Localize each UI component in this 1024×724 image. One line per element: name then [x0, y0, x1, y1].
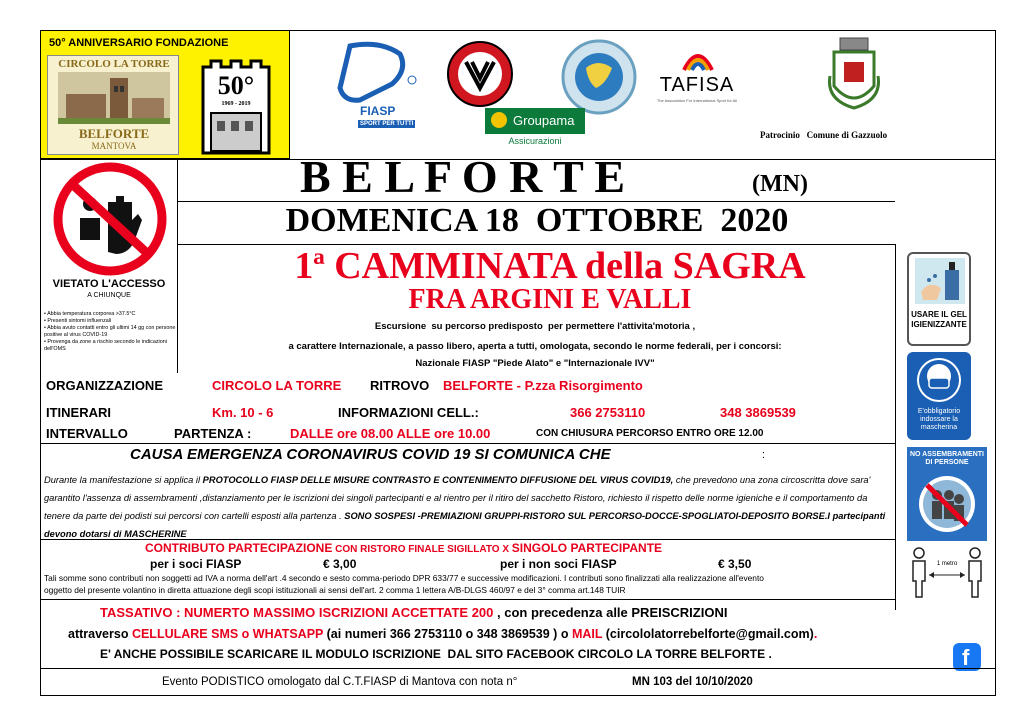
hand-sanitizer-icon: [915, 258, 965, 304]
non-members-label: per i non soci FIASP: [500, 557, 617, 571]
distance-text: 1 metro: [936, 561, 958, 567]
no-access-rules: [44, 311, 176, 353]
fiasp-logo: [330, 40, 425, 130]
covid-text-a: Durante la manifestazione si applica il: [44, 475, 203, 485]
registration-line3: E' ANCHE POSSIBILE SCARICARE IL MODULO ISCRIZIONE DAL SITO FACEBOOK CIRCOLO LA TORRE BELFORTE .: [100, 647, 772, 661]
fifty-text: 50°: [217, 71, 255, 100]
preregistration-text: , con precedenza alle PREISCRIZIONI: [493, 605, 728, 620]
rule-item: • Abbia temperatura corporea >37.5°C: [44, 311, 136, 317]
event-title: 1ª CAMMINATA della SAGRA: [294, 245, 806, 287]
patronage-text: Patrocinio Comune di Gazzuolo: [760, 130, 888, 140]
fee-title-c: SINGOLO PARTECIPANTE: [511, 541, 663, 555]
org-value: CIRCOLO LA TORRE: [212, 378, 342, 393]
meet-value: BELFORTE - P.zza Risorgimento: [443, 378, 643, 393]
fee-title-a: CONTRIBUTO PARTECIPAZIONE: [145, 541, 333, 555]
covid-text-d: SONO SOSPESI -PREMIAZIONI GRUPPI-RISTORO SUL PERCORSO-DOCCE-SPOGLIATOI-DEPOSITO BORSE.I partecipanti devono dotarsi di MASCHERINE: [44, 511, 886, 539]
castle-photo-icon: [58, 72, 170, 124]
fiasp-foot-icon: [330, 40, 425, 110]
club-logo-bottom2: MANTOVA: [91, 141, 137, 151]
tafisa-emblem-icon: [680, 40, 716, 74]
no-access-subtitle: A CHIUNQUE: [87, 292, 131, 299]
club-logo-bottom1: BELFORTE: [78, 126, 150, 141]
tafisa-name: TAFISA: [659, 74, 735, 96]
gazzuolo-coat-of-arms-icon: [826, 36, 882, 112]
club-logo-top: CIRCOLO LA TORRE: [58, 58, 170, 70]
tafisa-sub: The Association For International Sport for All: [656, 98, 738, 103]
fiasp-name: FIASP: [360, 104, 396, 118]
mask-sign: [907, 352, 971, 440]
fee-note-2: oggetto del presente volantino in diretta attuazione degli scopi istituzionali ai sensi dell'art. 2 comma 1 lettera A/B-DLGS 460/97 e del 3° comma art.148 TUIR: [44, 585, 626, 595]
non-members-value: € 3,50: [718, 557, 752, 571]
org-label: ORGANIZZAZIONE: [46, 378, 163, 393]
closing-time: CON CHIUSURA PERCORSO ENTRO ORE 12.00: [536, 428, 764, 439]
registration-line2: attraverso CELLULARE SMS o WHATSAPP (ai numeri 366 2753110 o 348 3869539 ) o MAIL (circololatorrebelforte@gmail.com).: [68, 627, 818, 641]
mask-text: E'obbligatorio indossare la mascherina: [917, 408, 961, 431]
gel-sign: [907, 252, 971, 346]
routes-value: Km. 10 - 6: [212, 405, 274, 420]
description-line3: Nazionale FIASP "Piede Alato" e "Internazionale IVV": [415, 358, 655, 369]
social-distance-icon: [907, 545, 987, 601]
fifty-badge: [191, 59, 281, 155]
members-label: per i soci FIASP: [150, 557, 242, 571]
description-line2: a carattere Internazionale, a passo libero, aperta a tutti, omologata, secondo le norme federali, per i concorsi:: [288, 341, 782, 352]
tafisa-logo: [652, 40, 742, 110]
rule-item: • Abbia avuto contatti entro gli ultimi 14 gg con persone positive al virus COVID-19: [44, 325, 176, 338]
event-subtitle: FRA ARGINI E VALLI: [408, 284, 692, 315]
covid-text-b: PROTOCOLLO FIASP DELLE MISURE CONTRASTO E CONTENIMENTO DIFFUSIONE DEL VIRUS COVID19,: [202, 475, 674, 485]
no-gathering-icon: [917, 473, 977, 535]
start-value: DALLE ore 08.00 ALLE ore 10.00: [290, 426, 491, 441]
phone-2: 348 3869539: [720, 405, 796, 420]
start-label: PARTENZA :: [174, 426, 252, 441]
interval-label: INTERVALLO: [46, 426, 128, 441]
routes-label: ITINERARI: [46, 405, 111, 420]
facebook-icon[interactable]: f: [953, 643, 981, 671]
rule-item: • Provenga da zone a rischio secondo le indicazioni dell'OMS: [44, 339, 167, 352]
groupama-logo: [485, 108, 585, 150]
phone-label: INFORMAZIONI CELL.:: [338, 405, 479, 420]
groupama-sub: Assicurazioni: [508, 136, 562, 146]
anniversary-box: [41, 31, 290, 159]
distance-sign: [907, 545, 987, 601]
stop-hand-icon: [50, 162, 170, 277]
european-federation-logo-icon: [560, 38, 638, 116]
registration-line1: [100, 605, 980, 620]
no-gathering-sign: [907, 447, 987, 541]
fee-note-1: Tali somme sono contributi non soggetti ad IVA a norma dell'art .4 secondo e sesto comma-periodo DPR 633/77 e successive modificazioni. I contributi sono finalizzati alla realizzazione all'evento: [44, 573, 764, 583]
rule-item: • Presenti sintomi influenzali: [44, 318, 112, 324]
event-date: DOMENICA 18 OTTOBRE 2020: [285, 202, 789, 239]
years-text: 1969 - 2019: [221, 101, 251, 107]
footer-text: Evento PODISTICO omologato dal C.T.FIASP di Mantova con nota n°: [162, 676, 518, 688]
meet-label: RITROVO: [370, 378, 430, 393]
fee-title-b: CON RISTORO FINALE SIGILLATO X: [332, 544, 512, 555]
footer-ref: MN 103 del 10/10/2020: [632, 676, 753, 688]
club-logo: [47, 55, 179, 155]
anniversary-title: 50° ANNIVERSARIO FONDAZIONE: [49, 37, 229, 49]
ivv-logo-icon: [446, 40, 514, 108]
gel-text: USARE IL GEL IGIENIZZANTE: [911, 310, 967, 329]
town-title: B E L F O R T E: [300, 151, 626, 202]
max-registrations: TASSATIVO : NUMERTO MASSIMO ISCRIZIONI ACCETTATE 200: [100, 605, 494, 620]
description-line1: Escursione su percorso predisposto per permettere l'attivita'motoria ,: [374, 321, 696, 332]
no-gathering-text: NO ASSEMBRAMENTI DI PERSONE: [909, 451, 985, 466]
members-value: € 3,00: [323, 557, 357, 571]
no-access-title: VIETATO L'ACCESSO: [52, 278, 166, 290]
groupama-name: Groupama: [513, 113, 575, 128]
covid-title: CAUSA EMERGENZA CORONAVIRUS COVID 19 SI COMUNICA CHE: [130, 446, 611, 463]
covid-title-tail: :: [762, 449, 766, 461]
covid-paragraph: [44, 471, 890, 543]
groupama-sun-icon: [491, 112, 507, 128]
covid-text-c: che prevedono una zona circoscritta dove sara' garantito l'assenza di assembramenti ,distanziamento per le iscrizioni dei singoli partecipanti e al rientro per il ritiro del sacchetto Ristoro, richiesto il rispetto delle norme igieniche e il comportamento da tenere da parte dei podisti sui percorsi con cartelli esposti alla partenza .: [44, 475, 871, 521]
fiasp-sub: SPORT PER TUTTI: [360, 121, 414, 127]
phone-1: 366 2753110: [570, 405, 646, 420]
fee-title: [145, 541, 662, 555]
email-link[interactable]: (circololatorrebelforte@gmail.com): [602, 627, 814, 641]
face-mask-icon: [915, 356, 963, 404]
province: (MN): [752, 171, 808, 197]
